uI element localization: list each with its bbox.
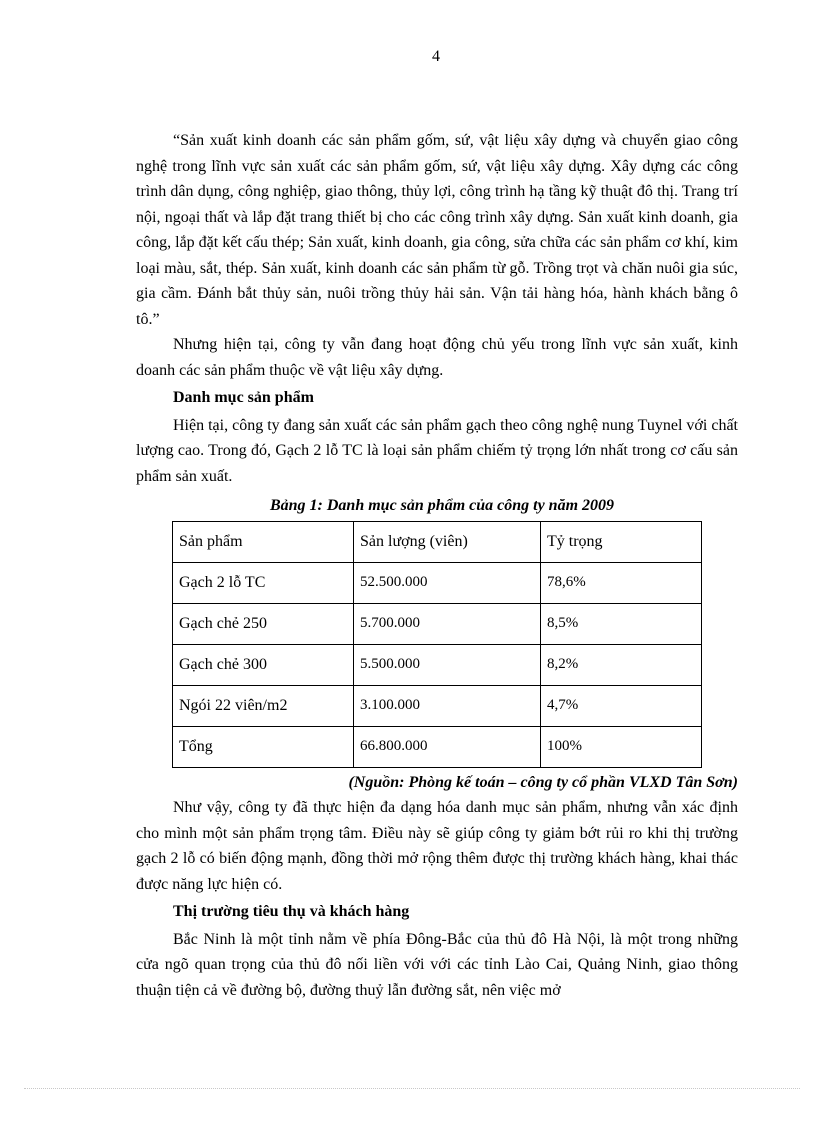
cell-output: 5.500.000 <box>354 644 541 685</box>
table-row <box>173 644 702 685</box>
table-caption: Bảng 1: Danh mục sản phẩm của công ty năm 2009 <box>269 497 615 514</box>
cell-product: Tổng <box>173 726 354 767</box>
paragraph-market: Bắc Ninh là một tỉnh nằm về phía Đông-Bắc của thủ đô Hà Nội, là một trong những cửa ngõ quan trọng của thủ đô nối liền với với các tỉnh Lào Cai, Quảng Ninh, giao thông thuận tiện cả về đường bộ, đường thuỷ lẫn đường sắt, nên việc mở <box>136 930 738 999</box>
table-header-row <box>173 521 702 562</box>
header-share: Tỷ trọng <box>541 521 702 562</box>
cell-share: 8,5% <box>541 603 702 644</box>
paragraph-products: Hiện tại, công ty đang sản xuất các sản phẩm gạch theo công nghệ nung Tuynel với chất lượng cao. Trong đó, Gạch 2 lỗ TC là loại sản phẩm chiếm tỷ trọng lớn nhất trong cơ cấu sản phẩm sản xuất. <box>136 416 738 485</box>
table-row <box>173 562 702 603</box>
cell-output: 52.500.000 <box>354 562 541 603</box>
page-bottom-divider <box>24 1088 800 1089</box>
table-row-total <box>173 726 702 767</box>
table-row <box>173 603 702 644</box>
header-product: Sản phẩm <box>173 521 354 562</box>
cell-share: 100% <box>541 726 702 767</box>
page-number: 4 <box>432 48 440 65</box>
table-row <box>173 685 702 726</box>
document-body <box>136 128 738 1003</box>
paragraph-diversification: Như vậy, công ty đã thực hiện đa dạng hóa danh mục sản phẩm, nhưng vẫn xác định cho mình một sản phẩm trọng tâm. Điều này sẽ giúp công ty giảm bớt rủi ro khi thị trường gạch 2 lỗ có biến động mạnh, đồng thời mở rộng thêm được thị trường khách hàng, khai thác được năng lực hiện có. <box>136 799 738 893</box>
cell-output: 5.700.000 <box>354 603 541 644</box>
cell-share: 4,7% <box>541 685 702 726</box>
cell-share: 78,6% <box>541 562 702 603</box>
product-table <box>172 521 702 768</box>
paragraph-current-activity: Nhưng hiện tại, công ty vẫn đang hoạt động chủ yếu trong lĩnh vực sản xuất, kinh doanh các sản phẩm thuộc về vật liệu xây dựng. <box>136 336 738 379</box>
cell-output: 66.800.000 <box>354 726 541 767</box>
cell-product: Gạch 2 lỗ TC <box>173 562 354 603</box>
header-output: Sản lượng (viên) <box>354 521 541 562</box>
cell-output: 3.100.000 <box>354 685 541 726</box>
heading-market: Thị trường tiêu thụ và khách hàng <box>173 903 410 920</box>
paragraph-business-scope: “Sản xuất kinh doanh các sản phẩm gốm, sứ, vật liệu xây dựng và chuyển giao công nghệ trong lĩnh vực sản xuất các sản phẩm gốm, sứ, vật liệu xây dựng. Xây dựng các công trình dân dụng, công nghiệp, giao thông, thủy lợi, công trình hạ tầng kỹ thuật đô thị. Trang trí nội, ngoại thất và lắp đặt trang thiết bị cho các công trình xây dựng. Sản xuất kinh doanh, gia công, lắp đặt kết cấu thép; Sản xuất, kinh doanh, gia công, sửa chữa các sản phẩm cơ khí, kim loại màu, sắt, thép. Sản xuất, kinh doanh các sản phẩm từ gỗ. Trồng trọt và chăn nuôi gia súc, gia cầm. Đánh bắt thủy sản, nuôi trồng thủy hải sản. Vận tải hàng hóa, hành khách bằng ô tô.” <box>136 132 738 328</box>
table-source: (Nguồn: Phòng kế toán – công ty cổ phần VLXD Tân Sơn) <box>348 773 738 791</box>
heading-product-list: Danh mục sản phẩm <box>173 389 314 406</box>
cell-share: 8,2% <box>541 644 702 685</box>
cell-product: Ngói 22 viên/m2 <box>173 685 354 726</box>
cell-product: Gạch chẻ 300 <box>173 644 354 685</box>
cell-product: Gạch chẻ 250 <box>173 603 354 644</box>
